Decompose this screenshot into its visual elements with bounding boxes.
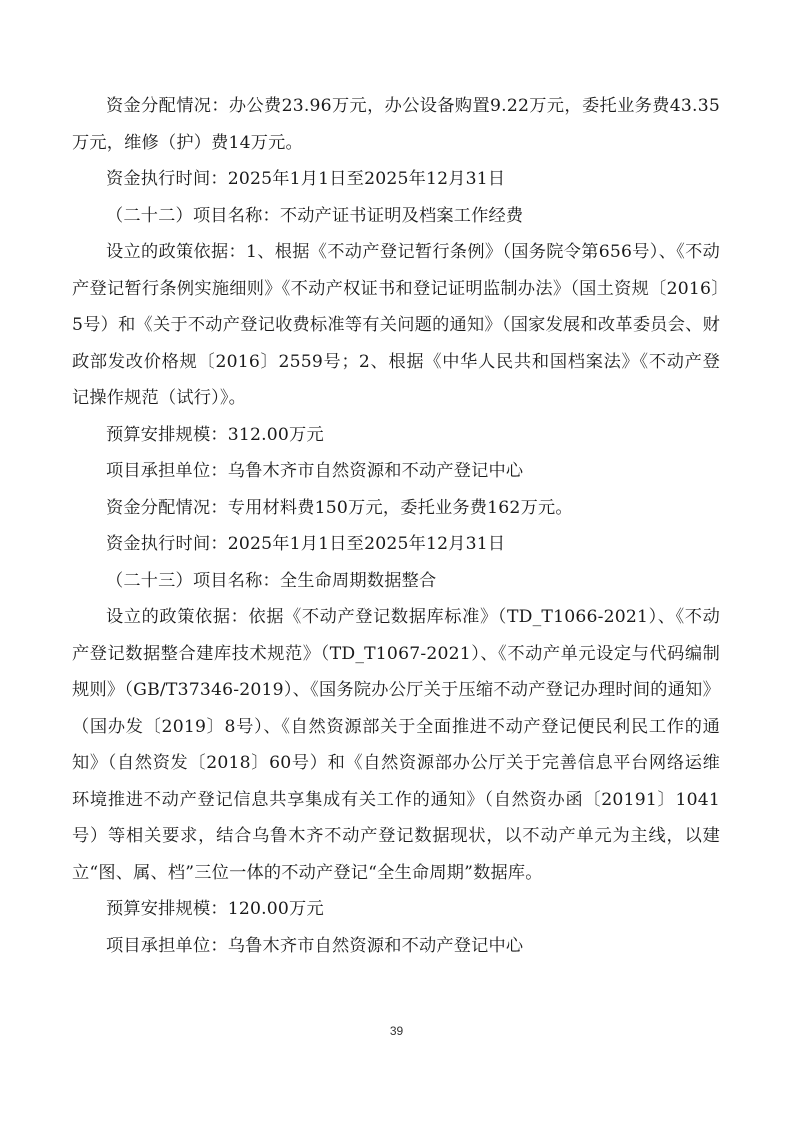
paragraph-execution-time-22: 资金执行时间：2025年1月1日至2025年12月31日 [106, 534, 506, 554]
paragraph-execution-time-1: 资金执行时间：2025年1月1日至2025年12月31日 [106, 169, 506, 189]
paragraph-unit-22: 项目承担单位：乌鲁木齐市自然资源和不动产登记中心 [106, 461, 524, 481]
paragraph-project-22-title: （二十二）项目名称：不动产证书证明及档案工作经费 [106, 205, 524, 226]
page-number: 39 [389, 1024, 404, 1038]
paragraph-fund-allocation-22: 资金分配情况：专用材料费150万元，委托业务费162万元。 [106, 497, 573, 518]
paragraph-budget-22: 预算安排规模：312.00万元 [106, 424, 324, 445]
paragraph-project-23-title: （二十三）项目名称：全生命周期数据整合 [106, 570, 437, 591]
paragraph-budget-23: 预算安排规模：120.00万元 [106, 899, 324, 919]
body-text [72, 88, 720, 964]
paragraph-policy-basis-22: 设立的政策依据：1、根据《不动产登记暂行条例》（国务院令第656号）、《不动产登记暂行条例实施细则》《不动产权证书和登记证明监制办法》（国土资规〔2016〕5号）和《关于不动产登记收费标准等有关问题的通知》（国家发展和改革委员会、财政部发改价格规〔2016〕2559号；2、根据《中华人民共和国档案法》《不动产登记操作规范（试行）》。 [72, 242, 720, 408]
paragraph-policy-basis-23: 设立的政策依据：依据《不动产登记数据库标准》（TD_T1066-2021）、《不动产登记数据整合建库技术规范》（TD_T1067-2021）、《不动产单元设定与代码编制规则》（GB/T37346-2019）、《国务院办公厅关于压缩不动产登记办理时间的通知》（国办发〔2019〕8号）、《自然资源部关于全面推进不动产登记便民利民工作的通知》（自然资发〔2018〕60号）和《自然资源部办公厅关于完善信息平台网络运维环境推进不动产登记信息共享集成有关工作的通知》（自然资办函〔20191〕1041号）等相关要求，结合乌鲁木齐不动产登记数据现状，以不动产单元为主线，以建立“图、属、档”三位一体的不动产登记“全生命周期”数据库。 [72, 607, 720, 883]
paragraph-unit-23: 项目承担单位：乌鲁木齐市自然资源和不动产登记中心 [106, 935, 524, 956]
paragraph-fund-allocation-1: 资金分配情况：办公费23.96万元，办公设备购置9.22万元，委托业务费43.35万元，维修（护）费14万元。 [72, 96, 720, 153]
